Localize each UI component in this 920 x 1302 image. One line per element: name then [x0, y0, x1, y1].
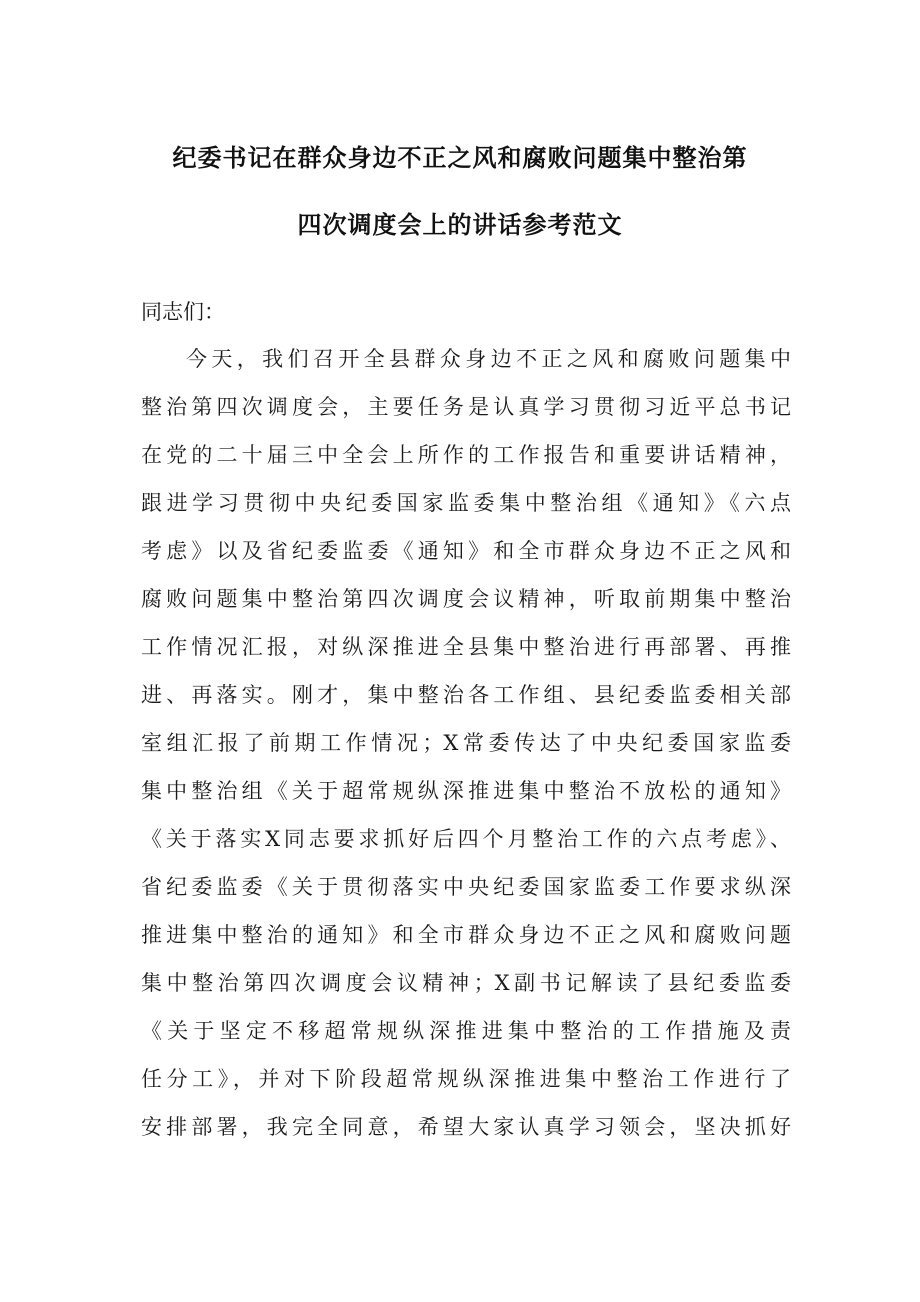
- greeting: 同志们：: [141, 300, 225, 324]
- body-line: 集中整治第四次调度会议精神；X副书记解读了县纪委监委: [141, 971, 791, 995]
- body-line: 省纪委监委《关于贯彻落实中央纪委国家监委工作要求纵深: [141, 875, 791, 899]
- body-line: 今天，我们召开全县群众身边不正之风和腐败问题集中: [186, 347, 791, 371]
- body-line: 进、再落实。刚才，集中整治各工作组、县纪委监委相关部: [141, 683, 791, 707]
- document-title-line-2: 四次调度会上的讲话参考范文: [297, 211, 623, 239]
- body-line: 推进集中整治的通知》和全市群众身边不正之风和腐败问题: [141, 923, 791, 947]
- body-line: 任分工》，并对下阶段超常规纵深推进集中整治工作进行了: [141, 1067, 791, 1091]
- body-line: 跟进学习贯彻中央纪委国家监委集中整治组《通知》《六点: [141, 491, 791, 515]
- body-line: 工作情况汇报，对纵深推进全县集中整治进行再部署、再推: [141, 635, 791, 659]
- body-line: 集中整治组《关于超常规纵深推进集中整治不放松的通知》: [141, 779, 791, 803]
- body-line: 考虑》以及省纪委监委《通知》和全市群众身边不正之风和: [141, 539, 791, 563]
- body-line: 腐败问题集中整治第四次调度会议精神，听取前期集中整治: [141, 587, 791, 611]
- body-line: 《关于坚定不移超常规纵深推进集中整治的工作措施及责: [141, 1019, 791, 1043]
- body-line: 室组汇报了前期工作情况；X常委传达了中央纪委国家监委: [141, 731, 791, 755]
- body-line: 《关于落实X同志要求抓好后四个月整治工作的六点考虑》、: [141, 827, 791, 851]
- document-title-line-1: 纪委书记在群众身边不正之风和腐败问题集中整治第: [172, 144, 748, 172]
- body-line: 安排部署，我完全同意，希望大家认真学习领会，坚决抓好: [141, 1115, 791, 1139]
- body-line: 整治第四次调度会，主要任务是认真学习贯彻习近平总书记: [141, 395, 791, 419]
- body-line: 在党的二十届三中全会上所作的工作报告和重要讲话精神，: [141, 443, 791, 467]
